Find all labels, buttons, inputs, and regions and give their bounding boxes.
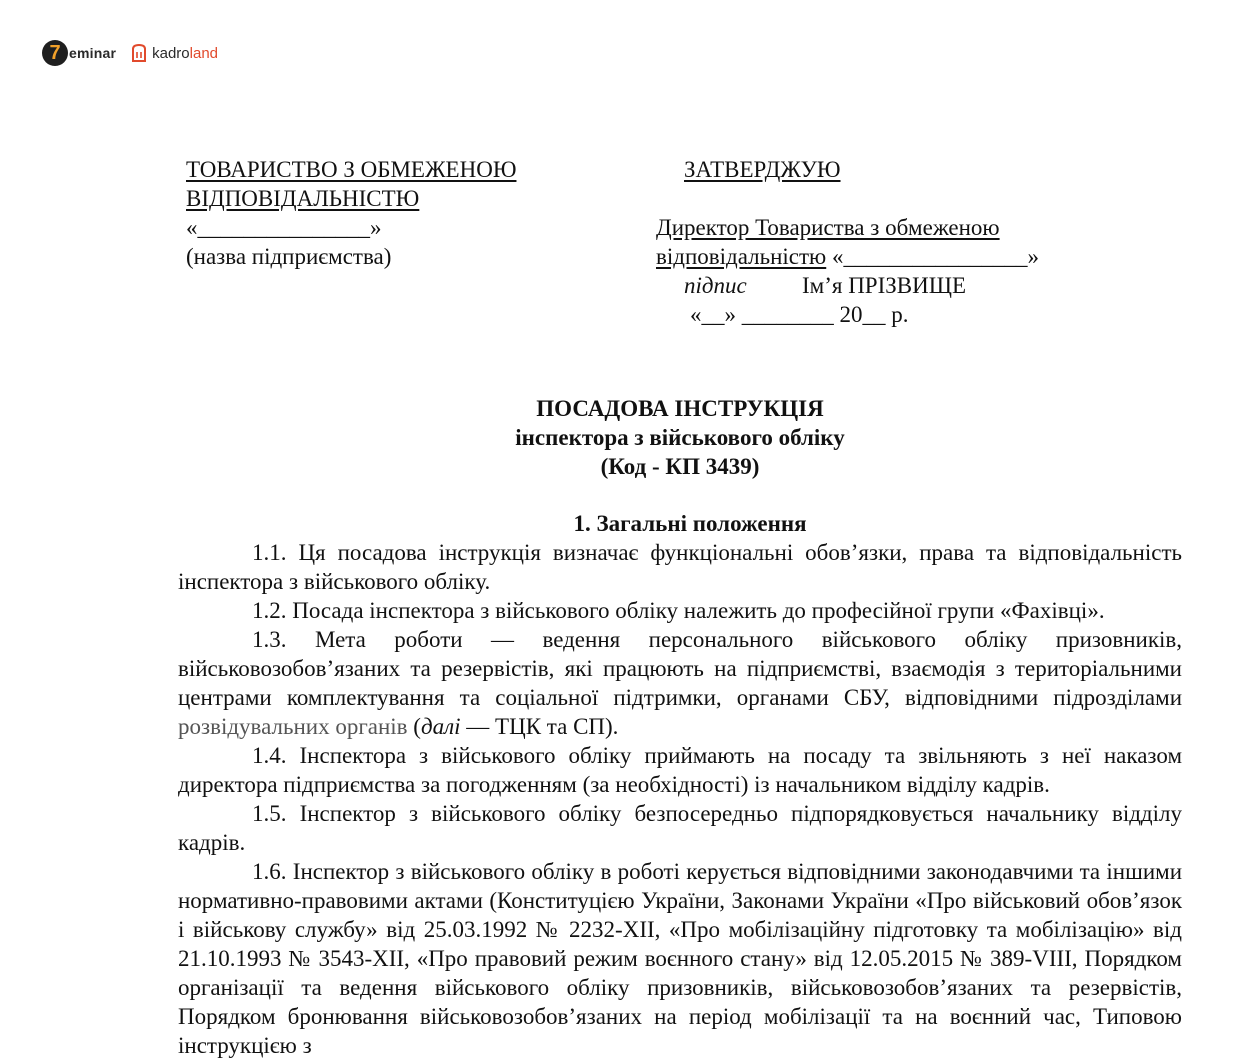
company-name-blank: «_______________» [186, 215, 382, 240]
title-line3: (Код - КП 3439) [600, 454, 760, 479]
approval-date: «__» ________ 20__ р. [690, 302, 909, 327]
company-name-caption: (назва підприємства) [186, 244, 392, 269]
paragraph-1-5: 1.5. Інспектор з військового обліку безпосередньо підпорядковується начальнику відділу кадрів. [178, 801, 1182, 855]
kadroland-logo-icon [130, 43, 148, 63]
title-line1: ПОСАДОВА ІНСТРУКЦІЯ [536, 396, 824, 421]
signer-name: Ім’я ПРІЗВИЩЕ [802, 273, 966, 298]
paragraph-1-6: 1.6. Інспектор з військового обліку в роботі керується відповідними законодавчими та іншими нормативно-правовими актами (Конституцією України, Законами України «Про військовий обов’язок і військову службу» від 25.03.1992 № 2232-XII, «Про мобілізаційну підготовку та мобілізацію» від 21.10.1993 № 3543-XII, «Про правовий режим воєнного стану» від 12.05.2015 № 389-VIII, Порядком організації та ведення військового обліку призовників, військовозобов’язаних та резервістів, Порядком бронювання військовозобов’язаних на період мобілізації та на воєнний час, Типовою інструкцією з [178, 859, 1182, 1058]
kadroland-logo-text: kadroland [152, 44, 219, 62]
paragraph-1-4: 1.4. Інспектора з військового обліку приймають на посаду та звільняють з неї наказом директора підприємства за погодженням (за необхідності) із начальником відділу кадрів. [178, 743, 1182, 797]
section-heading: 1. Загальні положення [573, 511, 807, 536]
seminar-logo-digit: 7 [49, 42, 61, 64]
paragraph-1-2: 1.2. Посада інспектора з військового обліку належить до професійної групи «Фахівці». [252, 598, 1105, 623]
approve-label: ЗАТВЕРДЖУЮ [684, 157, 841, 182]
paragraph-1-1: 1.1. Ця посадова інструкція визначає функціональні обов’язки, права та відповідальність інспектора з військового обліку. [178, 540, 1182, 594]
logos [42, 38, 218, 68]
approver-title-underlined: відповідальністю [656, 244, 827, 269]
paragraph-1-3: 1.3. Мета роботи — ведення персонального військового обліку призовників, військовозобов’язаних та резервістів, які працюють на підприємстві, взаємодія з територіальними центрами комплектування та соціальної підтримки, органами СБУ, відповідними підрозділами розвідувальних органів (далі — ТЦК та СП). [178, 627, 1182, 739]
company-type-line1: ТОВАРИСТВО З ОБМЕЖЕНОЮ [186, 157, 517, 182]
approver-company-blank: «________________» [826, 244, 1039, 269]
title-line2: інспектора з військового обліку [515, 425, 845, 450]
company-type-line2: ВІДПОВІДАЛЬНІСТЮ [186, 186, 420, 211]
seminar-logo-icon [42, 40, 68, 66]
approver-title-line1: Директор Товариства з обмеженою [656, 215, 1000, 240]
signature-label: підпис [684, 273, 747, 298]
section-general-provisions [178, 509, 1182, 1060]
document-title [300, 394, 1060, 481]
seminar-logo-text: eminar [69, 45, 117, 61]
approver-title-line2 [656, 242, 1039, 271]
